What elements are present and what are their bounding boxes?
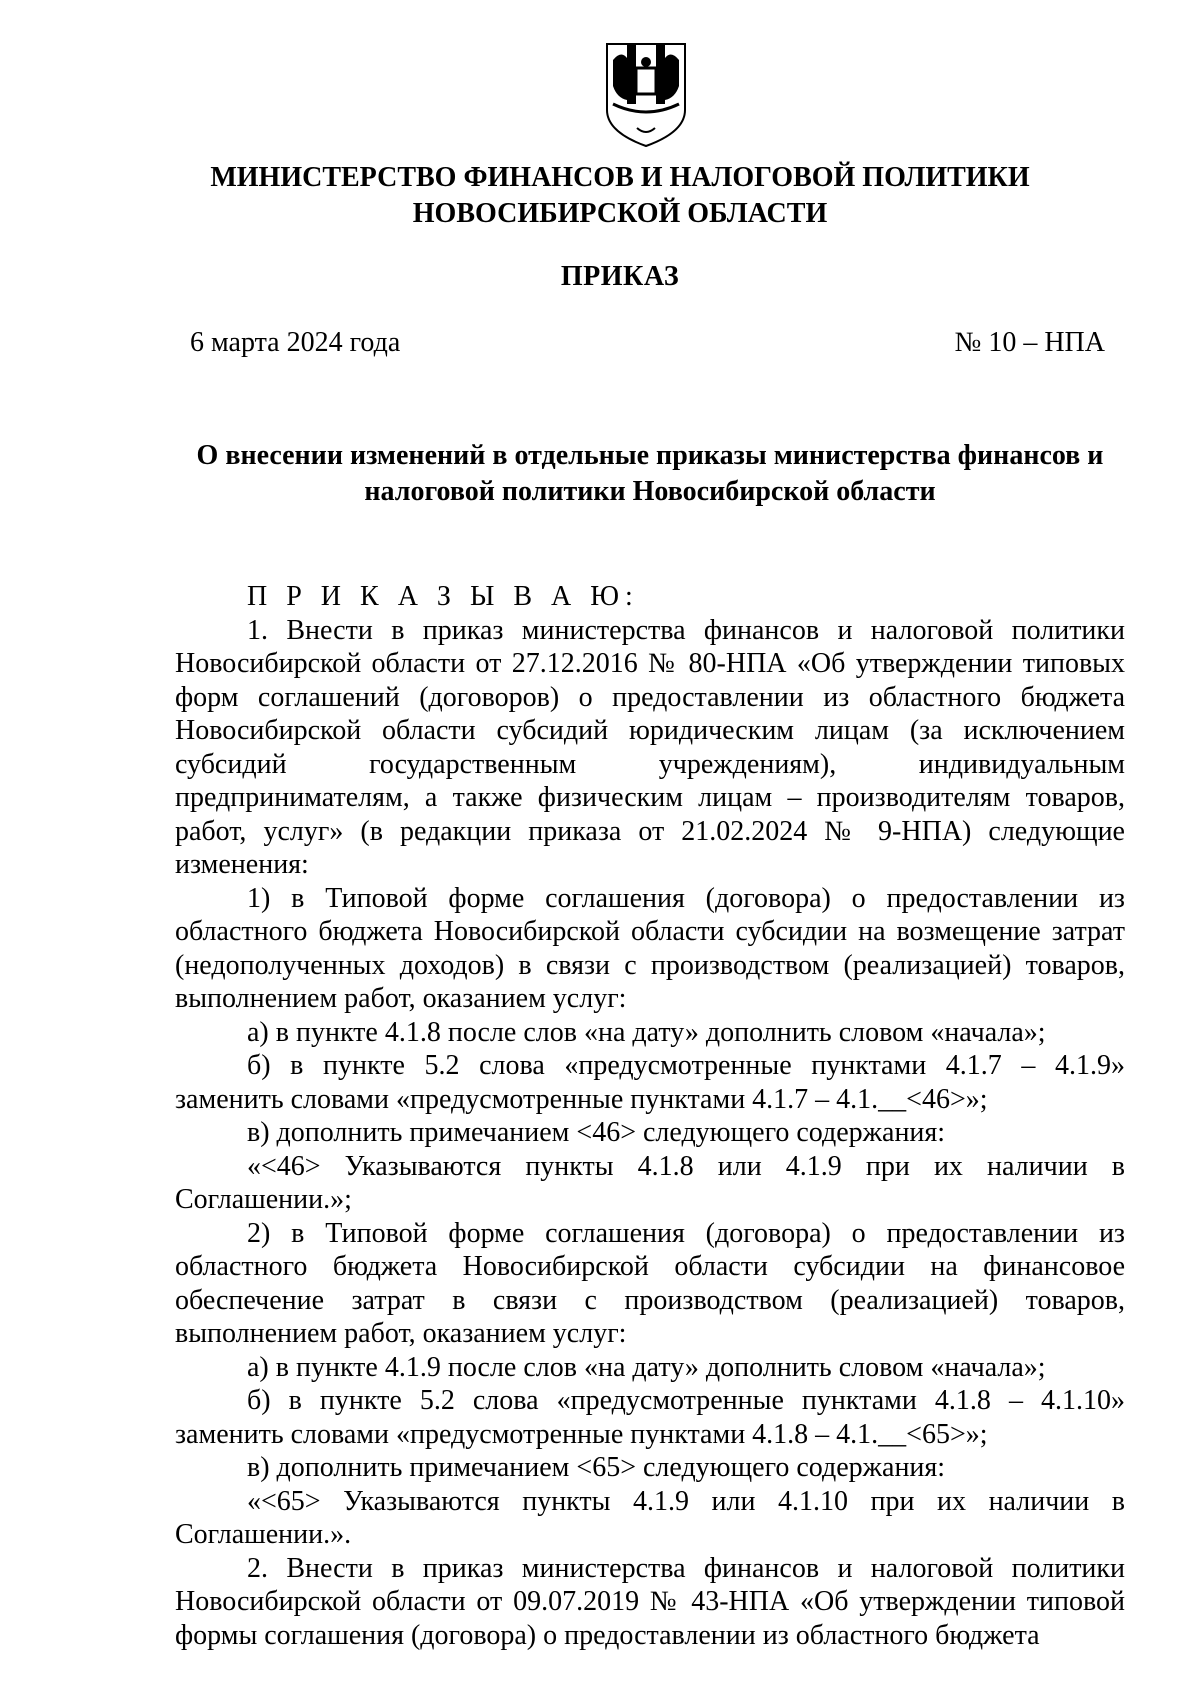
document-number: № 10 – НПА bbox=[954, 327, 1105, 358]
order-directive: П Р И К А З Ы В А Ю: bbox=[247, 581, 639, 612]
paragraph: «<46> Указываются пункты 4.1.8 или 4.1.9 при их наличии в Соглашении.»; bbox=[175, 1150, 1125, 1215]
paragraph: 1. Внести в приказ министерства финансов и налоговой политики Новосибирской области от 27.12.2016 № 80-НПА «Об утверждении типовых форм соглашений (договоров) о предоставлении из областного бюджета Новосибирской области субсидий юридическим лицам (за исключением субсидий государственным учреждениям), индивидуальным предпринимателям, а также физическим лицам – производителям товаров, работ, услуг» (в редакции приказа от 21.02.2024 № 9-НПА) следующие изменения: bbox=[175, 614, 1125, 880]
ministry-line-1: МИНИСТЕРСТВО ФИНАНСОВ И НАЛОГОВОЙ ПОЛИТИКИ bbox=[210, 162, 1030, 193]
coat-of-arms-emblem bbox=[603, 40, 689, 148]
paragraph: «<65> Указываются пункты 4.1.9 или 4.1.10 при их наличии в Соглашении.». bbox=[175, 1485, 1125, 1550]
document-type: ПРИКАЗ bbox=[560, 261, 680, 292]
paragraph: 1) в Типовой форме соглашения (договора) о предоставлении из областного бюджета Новосибирской области субсидии на возмещение затрат (недополученных доходов) в связи с производством (реализацией) товаров, выполнением работ, оказанием услуг: bbox=[175, 882, 1125, 1014]
ministry-name bbox=[0, 160, 1200, 232]
document-body bbox=[175, 580, 1125, 1652]
paragraph: б) в пункте 5.2 слова «предусмотренные пунктами 4.1.7 – 4.1.9» заменить словами «предусмотренные пунктами 4.1.7 – 4.1.__<46>»; bbox=[175, 1050, 1125, 1115]
paragraph: а) в пункте 4.1.9 после слов «на дату» дополнить словом «начала»; bbox=[247, 1351, 1046, 1383]
document-subject: О внесении изменений в отдельные приказы министерства финансов и налоговой политики Новосибирской области bbox=[196, 440, 1104, 507]
paragraph: б) в пункте 5.2 слова «предусмотренные пунктами 4.1.8 – 4.1.10» заменить словами «предусмотренные пунктами 4.1.8 – 4.1.__<65>»; bbox=[175, 1385, 1125, 1450]
paragraph: 2. Внести в приказ министерства финансов и налоговой политики Новосибирской области от 09.07.2019 № 43-НПА «Об утверждении типовой формы соглашения (договора) о предоставлении из областного бюджета bbox=[175, 1552, 1125, 1651]
paragraph: в) дополнить примечанием <65> следующего содержания: bbox=[247, 1452, 946, 1483]
paragraph: а) в пункте 4.1.8 после слов «на дату» дополнить словом «начала»; bbox=[247, 1016, 1046, 1048]
paragraph: 2) в Типовой форме соглашения (договора) о предоставлении из областного бюджета Новосибирской области субсидии на финансовое обеспечение затрат в связи с производством (реализацией) товаров, выполнением работ, оказанием услуг: bbox=[175, 1217, 1125, 1349]
paragraph: в) дополнить примечанием <46> следующего содержания: bbox=[247, 1117, 946, 1148]
document-date: 6 марта 2024 года bbox=[190, 327, 401, 358]
ministry-line-2: НОВОСИБИРСКОЙ ОБЛАСТИ bbox=[412, 198, 828, 229]
